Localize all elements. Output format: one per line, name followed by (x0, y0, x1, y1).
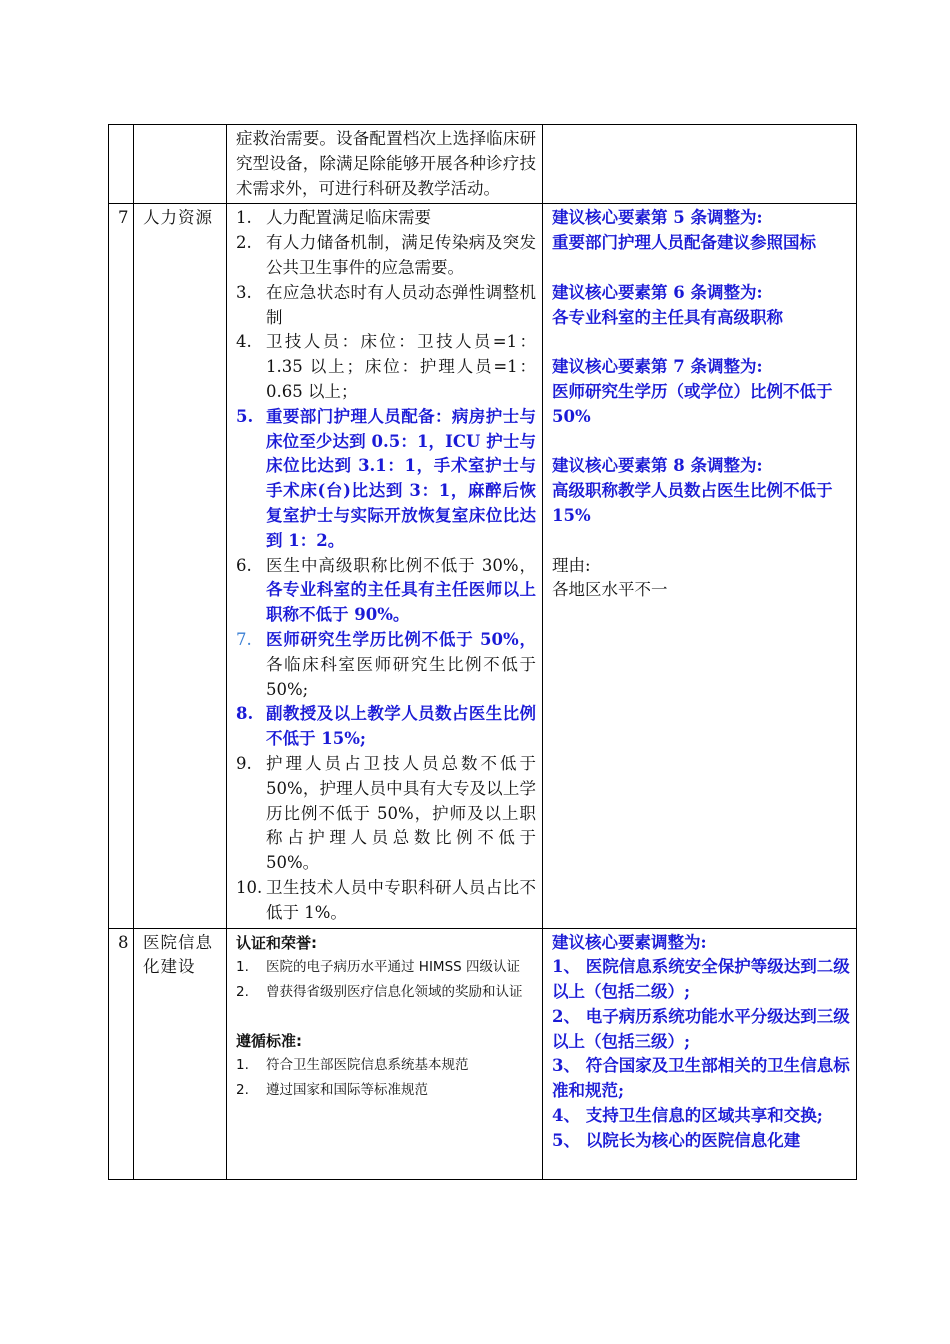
num-cell (109, 125, 134, 204)
suggestion-title: 建议核心要素调整为: (552, 932, 707, 952)
suggestion-cell (543, 204, 857, 928)
suggestion-cell (543, 928, 857, 1179)
list-item (236, 1078, 536, 1103)
item-number: 8. (236, 704, 254, 724)
suggestion-body: 医师研究生学历（或学位）比例不低于 50% (552, 381, 833, 426)
item-text: 曾获得省级别医疗信息化领域的奖励和认证 (266, 983, 523, 1000)
list-item (236, 330, 536, 404)
row-number: 7 (109, 204, 134, 928)
item-number: 7. (236, 629, 252, 649)
suggestion-title: 建议核心要素第 5 条调整为: (552, 208, 763, 228)
content-cell (227, 204, 543, 928)
list-item (236, 231, 536, 281)
assessment-table (108, 124, 857, 1180)
list-item (236, 281, 536, 331)
row-number: 8 (109, 928, 134, 1179)
table-row (109, 204, 857, 928)
item-text-part: 各专业科室的主任具有主任医师以上职称不低于 90%。 (266, 580, 536, 625)
suggestion-cell (543, 125, 857, 204)
item-text-part: 医生中高级职称比例不低于 30%， (266, 555, 536, 575)
suggestion-item: 1、 医院信息系统安全保护等级达到二级以上（包括二级）; (552, 957, 850, 1002)
item-text (266, 554, 536, 628)
row-title: 人力资源 (134, 204, 227, 928)
suggestion-item: 3、 符合国家及卫生部相关的卫生信息标准和规范; (552, 1056, 850, 1101)
item-number: 1. (236, 958, 249, 975)
item-text: 符合卫生部医院信息系统基本规范 (266, 1057, 469, 1074)
row-title: 医院信息化建设 (134, 928, 227, 1179)
item-text (266, 628, 536, 702)
item-text-part: 护理人员占卫技人员总数不低于 50%，护理人员中具有大专及以上学历比例不低于 50%，护师及以上职称占护理人员总数比例不低于 50%。 (266, 753, 536, 873)
suggestion-item: 5、 以院长为核心的医院信息化建 (552, 1130, 801, 1150)
item-text-part: 卫生技术人员中专职科研人员占比不低于 1%。 (266, 877, 536, 922)
item-number: 4. (236, 332, 252, 352)
reason-text: 各地区水平不一 (552, 580, 668, 600)
table-row (109, 125, 857, 204)
item-text (266, 752, 536, 876)
list-item (236, 980, 536, 1005)
item-text-part: 人力配置满足临床需要 (266, 208, 431, 228)
suggestion-body: 各专业科室的主任具有高级职称 (552, 307, 783, 327)
content-cell (227, 928, 543, 1179)
item-text (266, 206, 536, 231)
item-text (266, 405, 536, 554)
item-number: 2. (236, 233, 252, 253)
list-item (236, 1053, 536, 1078)
list-item (236, 554, 536, 628)
item-text (266, 281, 536, 331)
cert-heading: 认证和荣誉: (236, 933, 317, 952)
item-text-part: 卫技人员：床位：卫技人员=1：1.35 以上；床位：护理人员=1：0.65 以上； (266, 332, 536, 401)
standard-list (236, 1053, 536, 1103)
item-text-part: 医师研究生学历比例不低于 50%， (266, 629, 536, 649)
list-item (236, 405, 536, 554)
item-number: 9. (236, 753, 252, 773)
suggestion-list (552, 955, 850, 1153)
item-number: 6. (236, 555, 252, 575)
list-item (236, 876, 536, 926)
item-text-part: 有人力储备机制，满足传染病及突发公共卫生事件的应急需要。 (266, 233, 536, 277)
item-text: 医院的电子病历水平通过 HIMSS 四级认证 (266, 958, 521, 975)
suggestion-title: 建议核心要素第 8 条调整为: (552, 456, 763, 476)
suggestion-body: 高级职称教学人员数占医生比例不低于 15% (552, 481, 833, 525)
suggestion-item: 2、 电子病历系统功能水平分级达到三级以上（包括三级）; (552, 1006, 850, 1051)
item-text (266, 330, 536, 404)
cert-list (236, 955, 536, 1005)
item-text (266, 702, 536, 752)
reason-label: 理由: (552, 555, 591, 575)
item-text-part: 重要部门护理人员配备：病房护士与床位至少达到 0.5：1，ICU 护士与床位比达到 3.1：1，手术室护士与手术床(台)比达到 3：1，麻醉后恢复室护士与实际开放恢复室床位比达到 1：2。 (266, 406, 536, 550)
item-text (266, 876, 536, 926)
list-item (236, 752, 536, 876)
list-item (236, 955, 536, 980)
list-item (236, 702, 536, 752)
item-number: 5. (236, 406, 254, 426)
requirement-list (236, 206, 536, 925)
item-text-part: 副教授及以上教学人员数占医生比例不低于 15%; (266, 704, 536, 749)
item-number: 2. (236, 983, 249, 1000)
content-cell (227, 125, 543, 204)
item-text (266, 231, 536, 281)
item-number: 10. (236, 877, 263, 897)
suggestion-item: 4、 支持卫生信息的区域共享和交换; (552, 1106, 823, 1126)
suggestion-title: 建议核心要素第 6 条调整为: (552, 282, 763, 302)
item-number: 2. (236, 1082, 249, 1099)
table-row (109, 928, 857, 1179)
standard-heading: 遵循标准: (236, 1032, 302, 1051)
list-item (236, 628, 536, 702)
item-number: 1. (236, 208, 252, 228)
content-text: 症救治需要。设备配置档次上选择临床研究型设备，除满足除能够开展各种诊疗技术需求外，可进行科研及教学活动。 (236, 129, 536, 198)
suggestion-body: 重要部门护理人员配备建议参照国标 (552, 233, 816, 253)
name-cell (134, 125, 227, 204)
item-text-part: 在应急状态时有人员动态弹性调整机制 (266, 282, 536, 327)
item-number: 1. (236, 1057, 249, 1074)
item-text-part: 各临床科室医师研究生比例不低于 50%; (266, 654, 536, 699)
suggestion-list (552, 206, 850, 528)
list-item (236, 206, 536, 231)
suggestion-title: 建议核心要素第 7 条调整为: (552, 357, 763, 377)
item-text: 遵过国家和国际等标准规范 (266, 1082, 428, 1099)
item-number: 3. (236, 282, 252, 302)
